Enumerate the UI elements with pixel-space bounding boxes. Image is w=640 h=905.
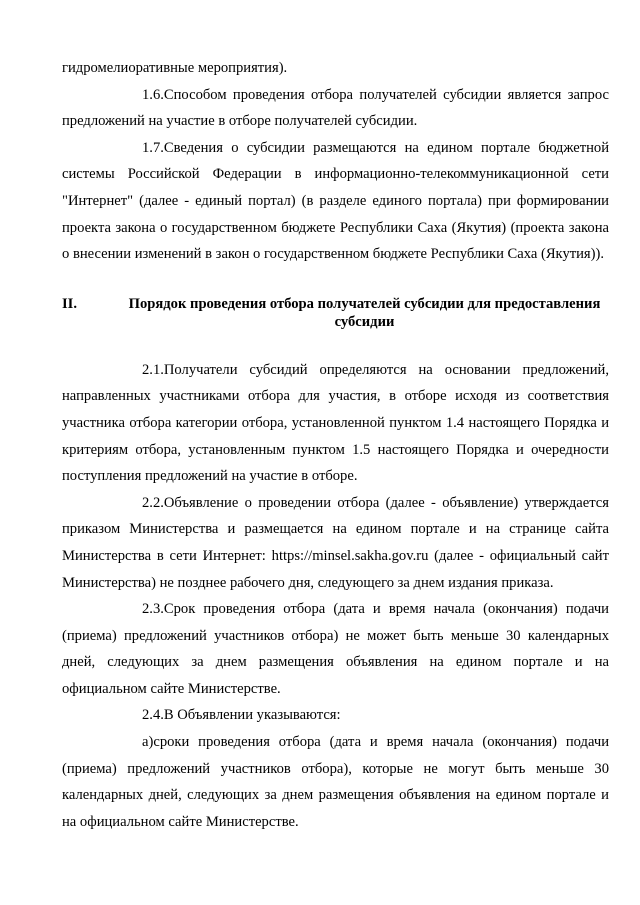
subparagraph-a <box>62 729 609 835</box>
paragraph-text: Способом проведения отбора получателей субсидии является запрос предложений на участие в отборе получателей субсидии. <box>62 86 609 130</box>
paragraph-2-3 <box>62 596 609 702</box>
paragraph-2-1 <box>62 357 609 490</box>
paragraph-number: 2.2. <box>142 494 164 511</box>
paragraph-text: Сведения о субсидии размещаются на едином портале бюджетной системы Российской Федерации в информационно-телекоммуникационной сети "Интернет" (далее - единый портал) (в разделе единого портала) при формировании проекта закона о государственном бюджете Республики Саха (Якутия) (проекта закона о внесении изменений в закон о государственном бюджете Республики Саха (Якутия)). <box>62 139 609 263</box>
paragraph-number: 2.4. <box>142 707 164 724</box>
paragraph-text: сроки проведения отбора (дата и время начала (окончания) подачи (приема) предложений участников отбора), которые не могут быть меньше 30 календарных дней, следующих за днем размещения объявления на едином портале и на официальном сайте Министерстве. <box>62 734 609 830</box>
paragraph-text: гидромелиоративные мероприятия). <box>62 60 288 76</box>
document-page <box>62 55 609 835</box>
paragraph-number: 2.3. <box>142 601 164 618</box>
section-heading <box>62 295 609 332</box>
paragraph-text: Получатели субсидий определяются на основании предложений, направленных участниками отбора для участия, в отборе исходя из соответствия участника отбора категории отбора, установленной пунктом 1.4 настоящего Порядка и критериям отбора, установленным пунктом 1.5 настоящего Порядка и очередности поступления предложений на участие в отборе. <box>62 361 609 485</box>
paragraph-number: 1.7. <box>142 139 164 156</box>
paragraph-number: 2.1. <box>142 361 164 378</box>
paragraph-2-2 <box>62 490 609 596</box>
paragraph-text: Объявление о проведении отбора (далее - объявление) утверждается приказом Министерства и размещается на едином портале и на странице сайта Министерства в сети Интернет: https://minsel.sakha.gov.ru (далее - официальный сайт Министерства) не позднее рабочего дня, следующего за днем издания приказа. <box>62 494 609 591</box>
paragraph-continuation <box>62 55 609 82</box>
section-title: Порядок проведения отбора получателей субсидии для предоставления субсидии <box>128 295 601 331</box>
paragraph-number: 1.6. <box>142 86 164 103</box>
paragraph-1-6 <box>62 82 609 135</box>
paragraph-2-4 <box>62 702 609 729</box>
subparagraph-letter: а) <box>142 734 154 751</box>
paragraph-text: Срок проведения отбора (дата и время начала (окончания) подачи (приема) предложений участников отбора) не может быть меньше 30 календарных дней, следующих за днем размещения объявления на едином портале и на официальном сайте Министерстве. <box>62 601 609 697</box>
paragraph-text: В Объявлении указываются: <box>163 707 341 724</box>
paragraph-1-7 <box>62 135 609 268</box>
section-number: II. <box>62 295 78 312</box>
